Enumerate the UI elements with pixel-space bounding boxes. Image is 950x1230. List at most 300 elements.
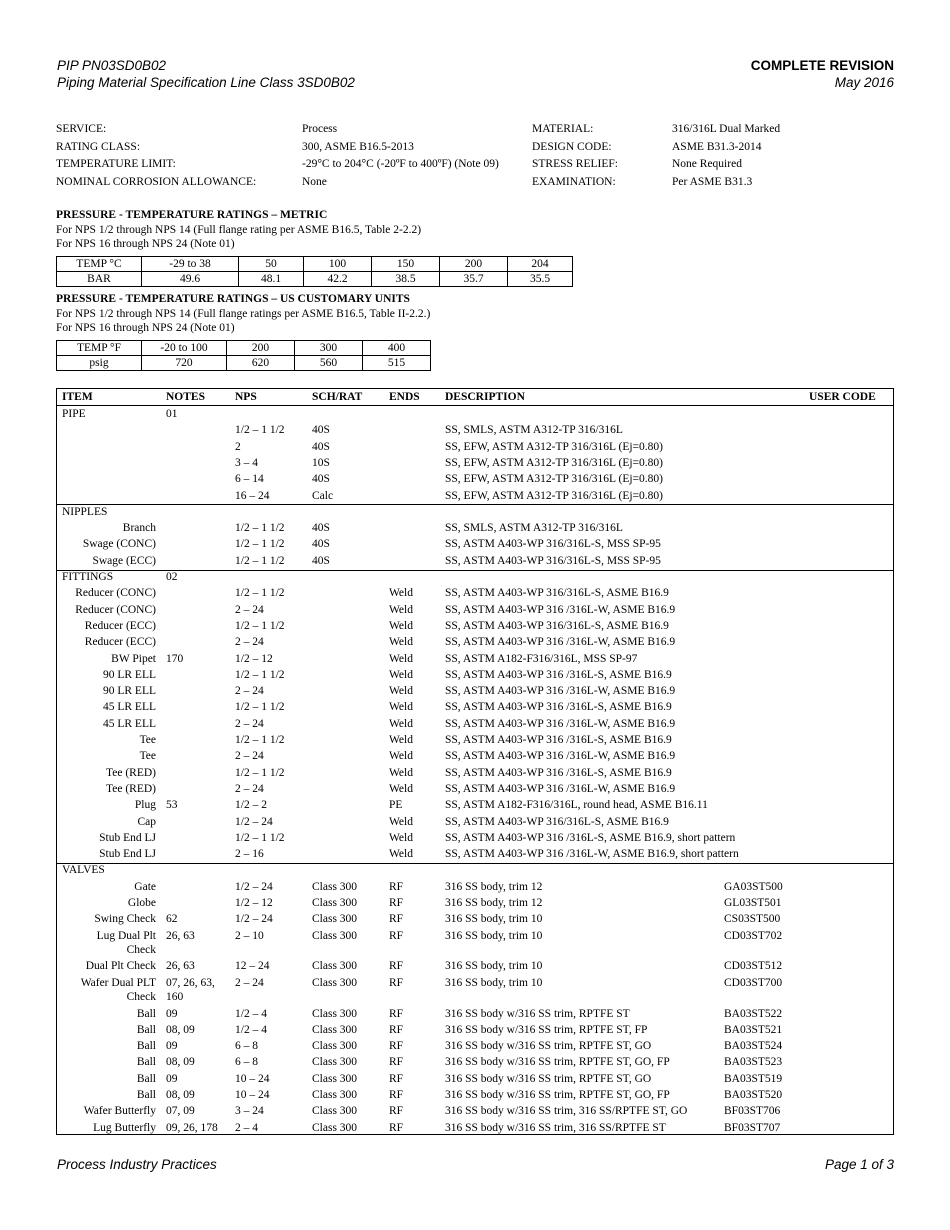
us-line-2: For NPS 16 through NPS 24 (Note 01)	[56, 322, 235, 334]
table-row	[57, 797, 893, 813]
item-cell: Tee	[139, 734, 156, 746]
item-cell: Plug	[134, 799, 156, 812]
group-label: NIPPLES	[62, 505, 108, 518]
revision-block	[751, 57, 894, 91]
doc-title: Piping Material Specification Line Class 3SD0B02	[57, 75, 355, 90]
notes-cell: 07, 09	[166, 1105, 195, 1118]
footer-org: Process Industry Practices	[57, 1157, 217, 1172]
nps-cell: 2	[235, 440, 241, 453]
user-code-cell: BA03ST520	[724, 1089, 783, 1101]
ends-cell: Weld	[389, 668, 413, 681]
table-row	[57, 683, 893, 699]
table-row	[57, 846, 893, 862]
table-row	[57, 667, 893, 683]
description-cell: SS, ASTM A403-WP 316/316L-S, ASME B16.9	[445, 587, 669, 600]
nps-cell: 1/2 – 1 1/2	[235, 619, 285, 632]
nps-cell: 1/2 – 12	[235, 652, 273, 665]
nps-cell: 1/2 – 24	[235, 815, 273, 828]
item-cell: BW Pipet	[111, 652, 156, 665]
sch-cell: Class 300	[312, 913, 358, 926]
ends-cell: RF	[389, 976, 404, 989]
description-cell: SS, ASTM A403-WP 316 /316L-W, ASME B16.9	[445, 717, 676, 730]
item-cell: Cap	[137, 815, 156, 828]
metric-temp-row	[57, 257, 573, 272]
rating-value: 300, ASME B16.5-2013	[302, 140, 414, 153]
table-row-continuation	[57, 989, 893, 1005]
notes-cell: 09	[166, 1007, 178, 1020]
col-header-sch: SCH/RAT	[312, 391, 363, 403]
temp-label: TEMPERATURE LIMIT:	[56, 158, 176, 170]
footer-page: Page 1 of 3	[824, 1157, 894, 1172]
user-code-cell: BA03ST519	[724, 1072, 783, 1085]
nps-cell: 1/2 – 1 1/2	[235, 831, 285, 844]
metric-press-label: BAR	[57, 272, 142, 287]
revision-date: May 2016	[834, 75, 894, 90]
nps-cell: 1/2 – 4	[235, 1007, 267, 1020]
nps-cell: 10 – 24	[235, 1072, 270, 1085]
nps-cell: 1/2 – 1 1/2	[235, 701, 285, 714]
sch-cell: 40S	[312, 554, 330, 567]
sch-cell: 40S	[312, 424, 330, 437]
description-cell: SS, ASTM A403-WP 316 /316L-S, ASME B16.9	[445, 668, 672, 681]
metric-press-cell: 49.6	[142, 272, 239, 287]
ends-cell: RF	[389, 1089, 404, 1101]
item-cell: 90 LR ELL	[102, 685, 156, 698]
nps-cell: 2 – 24	[235, 750, 264, 763]
nps-cell: 1/2 – 12	[235, 897, 273, 909]
user-code-cell: BA03ST524	[724, 1040, 783, 1053]
us-press-cell: 720	[142, 356, 227, 371]
metric-temp-cell: 100	[304, 257, 372, 272]
ends-cell: RF	[389, 1121, 404, 1134]
ends-cell: PE	[389, 799, 403, 812]
sch-cell: Class 300	[312, 1072, 358, 1085]
ends-cell: RF	[389, 913, 404, 926]
description-cell: SS, ASTM A403-WP 316 /316L-W, ASME B16.9	[445, 603, 676, 616]
description-cell: SS, ASTM A403-WP 316 /316L-S, ASME B16.9	[445, 766, 672, 779]
description-cell: SS, ASTM A182-F316/316L, MSS SP-97	[445, 652, 638, 665]
sch-cell: Class 300	[312, 1007, 358, 1020]
description-cell: 316 SS body, trim 12	[445, 897, 543, 909]
group-row	[57, 406, 893, 422]
ends-cell: RF	[389, 1023, 404, 1036]
nps-cell: 6 – 14	[235, 473, 264, 486]
sch-cell: Class 300	[312, 976, 358, 989]
table-row	[57, 634, 893, 650]
user-code-cell: CD03ST700	[724, 976, 783, 989]
group-row	[57, 862, 893, 878]
notes-cell: 170	[166, 652, 184, 665]
user-code-cell: BF03ST707	[724, 1121, 781, 1134]
stress-value: None Required	[672, 158, 742, 170]
ends-cell: Weld	[389, 619, 413, 632]
table-row	[57, 879, 893, 895]
table-row	[57, 814, 893, 830]
table-row	[57, 1038, 893, 1054]
sch-cell: 10S	[312, 456, 330, 469]
user-code-cell: GA03ST500	[724, 880, 783, 893]
sch-cell: 40S	[312, 522, 330, 535]
description-cell: SS, EFW, ASTM A312-TP 316/316L (Ej=0.80)	[445, 456, 663, 469]
table-row	[57, 455, 893, 471]
rating-label: RATING CLASS:	[56, 140, 141, 153]
table-row	[57, 895, 893, 911]
nps-cell: 1/2 – 4	[235, 1023, 267, 1036]
ends-cell: Weld	[389, 831, 413, 844]
description-cell: SS, ASTM A403-WP 316 /316L-S, ASME B16.9, short pattern	[445, 831, 736, 844]
user-code-cell: BA03ST522	[724, 1007, 783, 1020]
notes-cell: 08, 09	[166, 1089, 195, 1101]
nps-cell: 3 – 4	[235, 456, 258, 469]
item-cell-continued: Check	[126, 944, 156, 957]
description-cell: SS, SMLS, ASTM A312-TP 316/316L	[445, 424, 623, 437]
description-cell: SS, ASTM A403-WP 316/316L-S, MSS SP-95	[445, 538, 661, 551]
user-code-cell: BA03ST521	[724, 1023, 783, 1036]
nps-cell: 2 – 24	[235, 782, 264, 795]
description-cell: SS, ASTM A403-WP 316 /316L-S, ASME B16.9	[445, 701, 672, 714]
us-title: PRESSURE - TEMPERATURE RATINGS – US CUSTOMARY UNITS	[56, 293, 410, 305]
ends-cell: Weld	[389, 701, 413, 714]
description-cell: SS, ASTM A403-WP 316 /316L-W, ASME B16.9	[445, 750, 676, 763]
table-row	[57, 536, 893, 552]
user-code-cell: BA03ST523	[724, 1056, 783, 1069]
ends-cell: Weld	[389, 815, 413, 828]
group-label: VALVES	[62, 864, 105, 877]
doc-id: PIP PN03SD0B02	[57, 58, 167, 73]
nps-cell: 3 – 24	[235, 1105, 264, 1118]
item-cell: Wafer Butterfly	[83, 1105, 156, 1118]
sch-cell: Class 300	[312, 880, 358, 893]
nps-cell: 2 – 24	[235, 636, 264, 649]
ends-cell: RF	[389, 929, 404, 942]
col-header-ends: ENDS	[389, 391, 420, 403]
item-cell: Tee (RED)	[106, 782, 156, 795]
group-row	[57, 569, 893, 585]
item-cell: Ball	[136, 1007, 156, 1020]
nps-cell: 1/2 – 1 1/2	[235, 424, 285, 437]
metric-line-2: For NPS 16 through NPS 24 (Note 01)	[56, 238, 235, 250]
item-cell: Swage (CONC)	[82, 538, 156, 551]
metric-press-cell: 48.1	[239, 272, 304, 287]
description-cell: SS, ASTM A403-WP 316 /316L-W, ASME B16.9, short pattern	[445, 848, 739, 861]
description-cell: 316 SS body w/316 SS trim, RPTFE ST, GO	[445, 1040, 652, 1053]
item-cell: Swing Check	[94, 913, 156, 926]
revision-label: COMPLETE REVISION	[750, 58, 894, 73]
sch-cell: Class 300	[312, 960, 358, 973]
ends-cell: RF	[389, 1105, 404, 1118]
user-code-cell: BF03ST706	[724, 1105, 781, 1118]
description-cell: 316 SS body, trim 10	[445, 929, 543, 942]
us-temp-cell: 400	[363, 341, 431, 356]
description-cell: 316 SS body w/316 SS trim, RPTFE ST, FP	[445, 1023, 648, 1036]
nps-cell: 12 – 24	[235, 960, 270, 973]
metric-rating-table	[56, 256, 573, 287]
nps-cell: 2 – 24	[235, 685, 264, 698]
description-cell: 316 SS body w/316 SS trim, 316 SS/RPTFE ST, GO	[445, 1105, 688, 1118]
metric-temp-label: TEMP °C	[57, 257, 142, 272]
table-row	[57, 553, 893, 569]
notes-cell: 26, 63	[166, 929, 195, 942]
table-row	[57, 618, 893, 634]
metric-line-1: For NPS 1/2 through NPS 14 (Full flange rating per ASME B16.5, Table 2-2.2)	[56, 224, 422, 236]
description-cell: SS, ASTM A403-WP 316/316L-S, ASME B16.9	[445, 619, 669, 632]
table-row	[57, 765, 893, 781]
sch-cell: 40S	[312, 440, 330, 453]
document-header	[57, 57, 355, 91]
temp-value: -29°C to 204°C (-20ºF to 400ºF) (Note 09)	[302, 158, 499, 170]
description-cell: 316 SS body, trim 10	[445, 913, 543, 926]
description-cell: 316 SS body w/316 SS trim, RPTFE ST, GO, FP	[445, 1056, 670, 1069]
description-cell: SS, ASTM A403-WP 316 /316L-W, ASME B16.9	[445, 782, 676, 795]
notes-cell: 08, 09	[166, 1056, 195, 1069]
item-cell: Tee (RED)	[106, 766, 156, 779]
service-label: SERVICE:	[56, 123, 107, 135]
nps-cell: 1/2 – 1 1/2	[235, 587, 285, 600]
us-press-cell: 620	[227, 356, 295, 371]
metric-press-cell: 35.5	[508, 272, 573, 287]
ends-cell: Weld	[389, 766, 413, 779]
nps-cell: 1/2 – 1 1/2	[235, 734, 285, 746]
notes-cell: 01	[166, 408, 178, 420]
sch-cell: Class 300	[312, 1105, 358, 1118]
nps-cell: 2 – 24	[235, 717, 264, 730]
item-cell: Reducer (ECC)	[84, 636, 156, 649]
description-cell: 316 SS body, trim 10	[445, 960, 543, 973]
us-press-cell: 560	[295, 356, 363, 371]
nps-cell: 2 – 4	[235, 1121, 258, 1134]
table-row-continuation	[57, 942, 893, 958]
item-cell: Reducer (CONC)	[75, 603, 156, 616]
nps-cell: 6 – 8	[235, 1040, 258, 1053]
sch-cell: Calc	[312, 489, 334, 502]
col-header-code: USER CODE	[809, 391, 876, 403]
item-cell: Dual Plt Check	[85, 960, 156, 973]
item-cell: Swage (ECC)	[92, 554, 156, 567]
table-row	[57, 1087, 893, 1103]
table-row	[57, 699, 893, 715]
ends-cell: RF	[389, 1007, 404, 1020]
description-cell: SS, ASTM A403-WP 316/316L-S, MSS SP-95	[445, 554, 661, 567]
ends-cell: RF	[389, 1072, 404, 1085]
exam-label: EXAMINATION:	[532, 175, 616, 188]
ends-cell: Weld	[389, 734, 413, 746]
sch-cell: Class 300	[312, 1121, 358, 1134]
metric-temp-cell: -29 to 38	[142, 257, 239, 272]
sch-cell: Class 300	[312, 1023, 358, 1036]
description-cell: 316 SS body w/316 SS trim, RPTFE ST, GO	[445, 1072, 652, 1085]
col-header-desc: DESCRIPTION	[445, 391, 525, 403]
ends-cell: RF	[389, 1056, 404, 1069]
description-cell: 316 SS body w/316 SS trim, 316 SS/RPTFE ST	[445, 1121, 666, 1134]
metric-temp-cell: 204	[508, 257, 573, 272]
ends-cell: Weld	[389, 848, 413, 861]
description-cell: SS, EFW, ASTM A312-TP 316/316L (Ej=0.80)	[445, 489, 663, 502]
table-row	[57, 585, 893, 601]
nps-cell: 1/2 – 1 1/2	[235, 766, 285, 779]
corrosion-label: NOMINAL CORROSION ALLOWANCE:	[56, 175, 257, 188]
item-cell: Lug Butterfly	[93, 1121, 156, 1134]
nps-cell: 6 – 8	[235, 1056, 258, 1069]
ends-cell: Weld	[389, 685, 413, 698]
col-header-item: ITEM	[62, 391, 93, 403]
material-value: 316/316L Dual Marked	[672, 123, 781, 135]
group-row	[57, 504, 893, 520]
item-cell: Ball	[136, 1023, 156, 1036]
table-row	[57, 781, 893, 797]
table-row	[57, 911, 893, 927]
metric-temp-cell: 150	[372, 257, 440, 272]
item-cell: Reducer (ECC)	[84, 619, 156, 632]
table-row	[57, 602, 893, 618]
us-temp-cell: -20 to 100	[142, 341, 227, 356]
group-label: FITTINGS	[62, 571, 114, 583]
table-row	[57, 520, 893, 536]
description-cell: SS, EFW, ASTM A312-TP 316/316L (Ej=0.80)	[445, 440, 663, 453]
table-row	[57, 471, 893, 487]
item-cell: Lug Dual Plt	[96, 929, 156, 942]
item-cell: 45 LR ELL	[102, 701, 156, 714]
nps-cell: 1/2 – 1 1/2	[235, 668, 285, 681]
description-cell: SS, EFW, ASTM A312-TP 316/316L (Ej=0.80)	[445, 473, 663, 486]
item-cell: Globe	[127, 897, 156, 909]
description-cell: SS, ASTM A403-WP 316/316L-S, ASME B16.9	[445, 815, 669, 828]
nps-cell: 1/2 – 1 1/2	[235, 554, 285, 567]
table-row	[57, 732, 893, 748]
metric-press-cell: 35.7	[440, 272, 508, 287]
us-line-1: For NPS 1/2 through NPS 14 (Full flange ratings per ASME B16.5, Table II-2.2.)	[56, 308, 431, 320]
description-cell: 316 SS body w/316 SS trim, RPTFE ST	[445, 1007, 630, 1020]
item-cell: Stub End LJ	[99, 831, 156, 844]
ends-cell: RF	[389, 960, 404, 973]
design-value: ASME B31.3-2014	[672, 140, 762, 153]
notes-cell: 09	[166, 1072, 178, 1085]
table-row	[57, 439, 893, 455]
service-value: Process	[302, 123, 338, 135]
user-code-cell: CD03ST512	[724, 960, 783, 973]
group-label: PIPE	[62, 408, 86, 420]
notes-cell: 08, 09	[166, 1023, 195, 1036]
notes-cell: 02	[166, 571, 178, 583]
nps-cell: 10 – 24	[235, 1089, 270, 1101]
us-press-label: psig	[57, 356, 142, 371]
ends-cell: Weld	[389, 636, 413, 649]
ends-cell: RF	[389, 880, 404, 893]
description-cell: SS, ASTM A182-F316/316L, round head, ASME B16.11	[445, 799, 708, 812]
item-cell: 45 LR ELL	[102, 717, 156, 730]
table-row	[57, 830, 893, 846]
corrosion-value: None	[302, 175, 327, 188]
sch-cell: Class 300	[312, 897, 358, 909]
description-cell: SS, ASTM A403-WP 316 /316L-S, ASME B16.9	[445, 734, 672, 746]
metric-temp-cell: 200	[440, 257, 508, 272]
us-press-cell: 515	[363, 356, 431, 371]
ends-cell: Weld	[389, 603, 413, 616]
item-cell: Ball	[136, 1040, 156, 1053]
table-row	[57, 1120, 893, 1136]
stress-label: STRESS RELIEF:	[532, 158, 618, 170]
table-row	[57, 748, 893, 764]
sch-cell: Class 300	[312, 1040, 358, 1053]
table-row	[57, 1022, 893, 1038]
metric-press-cell: 42.2	[304, 272, 372, 287]
ends-cell: RF	[389, 897, 404, 909]
item-cell: Wafer Dual PLT	[80, 976, 156, 989]
us-temp-cell: 300	[295, 341, 363, 356]
notes-cell: 09	[166, 1040, 178, 1053]
metric-pressure-row	[57, 272, 573, 287]
metric-temp-cell: 50	[239, 257, 304, 272]
table-row	[57, 958, 893, 974]
sch-cell: Class 300	[312, 1056, 358, 1069]
table-row	[57, 422, 893, 438]
item-cell: Reducer (CONC)	[75, 587, 156, 600]
nps-cell: 2 – 24	[235, 976, 264, 989]
item-cell: Ball	[136, 1056, 156, 1069]
us-pressure-row	[57, 356, 431, 371]
item-cell: Ball	[136, 1089, 156, 1101]
item-cell-continued: Check	[126, 991, 156, 1004]
col-header-nps: NPS	[235, 391, 257, 403]
item-cell: Tee	[139, 750, 156, 763]
exam-value: Per ASME B31.3	[672, 175, 753, 188]
table-row	[57, 1006, 893, 1022]
table-row	[57, 1071, 893, 1087]
us-rating-table	[56, 340, 431, 371]
user-code-cell: CS03ST500	[724, 913, 781, 926]
notes-cell: 62	[166, 913, 178, 926]
ends-cell: Weld	[389, 717, 413, 730]
user-code-cell: CD03ST702	[724, 929, 783, 942]
metric-press-cell: 38.5	[372, 272, 440, 287]
table-row	[57, 488, 893, 504]
nps-cell: 2 – 10	[235, 929, 264, 942]
notes-cell-continued: 160	[166, 991, 184, 1004]
description-cell: 316 SS body, trim 12	[445, 880, 543, 893]
nps-cell: 2 – 24	[235, 603, 264, 616]
notes-cell: 09, 26, 178	[166, 1121, 218, 1134]
item-cell: Gate	[134, 880, 156, 893]
table-header-row	[57, 389, 893, 405]
description-cell: SS, SMLS, ASTM A312-TP 316/316L	[445, 522, 623, 535]
us-temp-cell: 200	[227, 341, 295, 356]
table-row	[57, 1054, 893, 1070]
ends-cell: Weld	[389, 652, 413, 665]
nps-cell: 1/2 – 24	[235, 913, 273, 926]
us-temp-row	[57, 341, 431, 356]
us-temp-label: TEMP °F	[57, 341, 142, 356]
ends-cell: Weld	[389, 750, 413, 763]
notes-cell: 07, 26, 63,	[166, 976, 215, 989]
nps-cell: 2 – 16	[235, 848, 264, 861]
table-row	[57, 1103, 893, 1119]
material-label: MATERIAL:	[532, 123, 594, 135]
nps-cell: 1/2 – 1 1/2	[235, 538, 285, 551]
sch-cell: 40S	[312, 473, 330, 486]
description-cell: 316 SS body, trim 10	[445, 976, 543, 989]
ends-cell: Weld	[389, 782, 413, 795]
item-cell: Ball	[136, 1072, 156, 1085]
description-cell: 316 SS body w/316 SS trim, RPTFE ST, GO, FP	[445, 1089, 670, 1101]
sch-cell: Class 300	[312, 929, 358, 942]
ends-cell: Weld	[389, 587, 413, 600]
sch-cell: 40S	[312, 538, 330, 551]
description-cell: SS, ASTM A403-WP 316 /316L-W, ASME B16.9	[445, 685, 676, 698]
item-cell: Stub End LJ	[99, 848, 156, 861]
item-cell: Branch	[122, 522, 156, 535]
col-header-notes: NOTES	[166, 391, 205, 403]
notes-cell: 26, 63	[166, 960, 195, 973]
table-row	[57, 716, 893, 732]
